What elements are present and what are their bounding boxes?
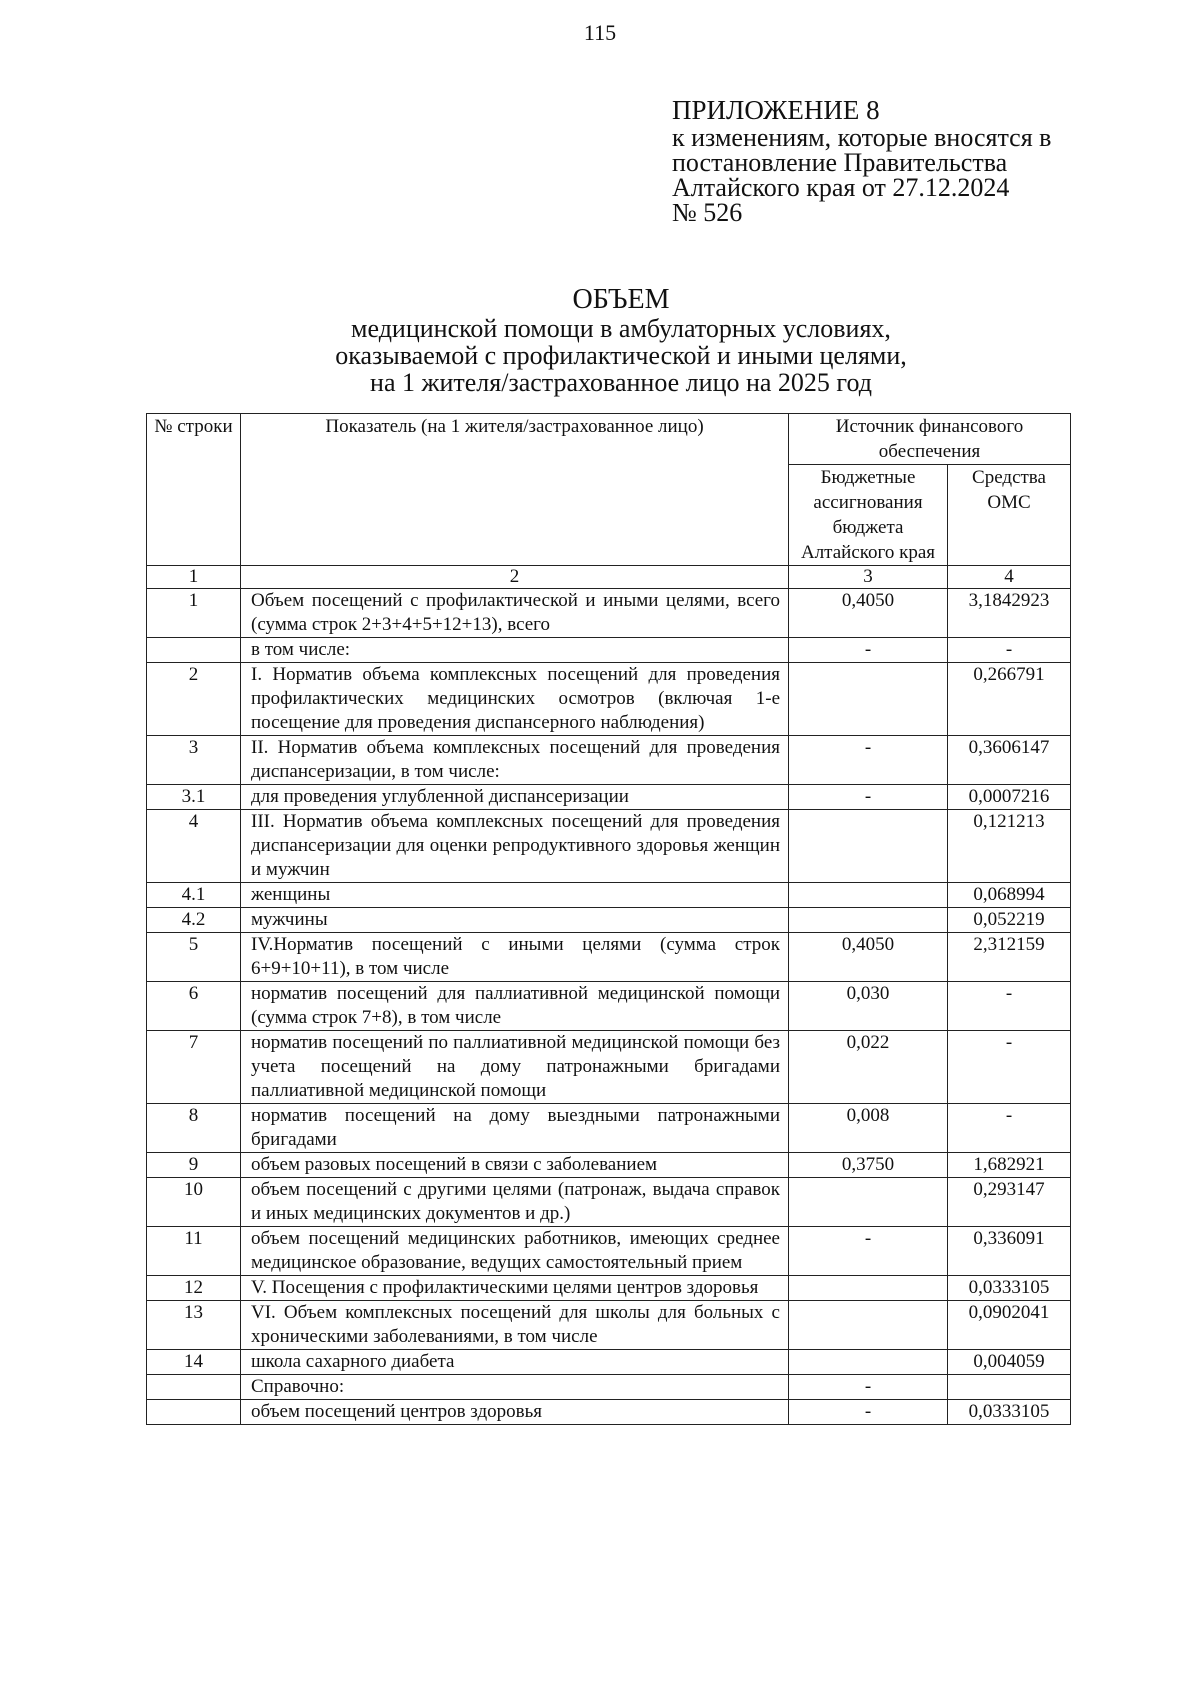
row-number-cell: 4.1 [147,883,241,908]
table-row [147,982,1071,1031]
oms-value-cell: - [948,982,1071,1031]
oms-value-cell: 0,266791 [948,663,1071,736]
table-row [147,1031,1071,1104]
oms-value-cell: 0,068994 [948,883,1071,908]
table-row [147,785,1071,810]
indicator-cell: II. Норматив объема комплексных посещений для проведения диспансеризации, в том числе: [241,736,789,785]
budget-value-cell [789,810,948,883]
oms-value-cell: - [948,1104,1071,1153]
document-title-block [0,285,1200,396]
indicator-cell: школа сахарного диабета [241,1350,789,1375]
oms-value-cell: - [948,1031,1071,1104]
oms-value-cell: 0,052219 [948,908,1071,933]
budget-value-cell [789,908,948,933]
header-budget: Бюджетные ассигнования бюджета Алтайского края [789,465,948,566]
indicator-cell: I. Норматив объема комплексных посещений для проведения профилактических медицинских осмотров (включая 1-е посещение для проведения диспансерного наблюдения) [241,663,789,736]
table-row [147,908,1071,933]
row-number-cell: 12 [147,1276,241,1301]
indicator-cell: объем посещений центров здоровья [241,1400,789,1425]
document-title: ОБЪЕМ [572,284,670,315]
row-number-cell: 7 [147,1031,241,1104]
document-subtitle-line: медицинской помощи в амбулаторных условиях, [351,314,891,343]
appendix-line: Алтайского края от 27.12.2024 [672,173,1010,202]
row-number-cell: 9 [147,1153,241,1178]
row-number-cell: 14 [147,1350,241,1375]
table-row [147,663,1071,736]
budget-value-cell: 0,008 [789,1104,948,1153]
appendix-line: постановление Правительства [672,148,1008,177]
row-number-cell: 4.2 [147,908,241,933]
table-header [147,414,1071,566]
column-numbers-row [147,566,1071,589]
header-indicator: Показатель (на 1 жителя/застрахованное лицо) [241,414,789,566]
column-number: 3 [789,566,948,589]
header-row-no: № строки [147,414,241,566]
row-number-cell: 3 [147,736,241,785]
budget-value-cell: - [789,638,948,663]
indicator-cell: IV.Норматив посещений с иными целями (сумма строк 6+9+10+11), в том числе [241,933,789,982]
row-number-cell [147,1375,241,1400]
oms-value-cell: 3,1842923 [948,589,1071,638]
budget-value-cell [789,1301,948,1350]
table-row [147,1375,1071,1400]
row-number-cell: 2 [147,663,241,736]
header-oms: Средства ОМС [948,465,1071,566]
budget-value-cell: - [789,1400,948,1425]
appendix-title: ПРИЛОЖЕНИЕ 8 [672,95,880,125]
budget-value-cell: 0,4050 [789,933,948,982]
oms-value-cell: 1,682921 [948,1153,1071,1178]
table-row [147,1350,1071,1375]
table-row [147,638,1071,663]
indicator-cell: III. Норматив объема комплексных посещений для проведения диспансеризации для оценки репродуктивного здоровья женщин и мужчин [241,810,789,883]
row-number-cell: 4 [147,810,241,883]
oms-value-cell: 0,004059 [948,1350,1071,1375]
indicator-cell: норматив посещений для паллиативной медицинской помощи (сумма строк 7+8), в том числе [241,982,789,1031]
budget-value-cell: - [789,736,948,785]
oms-value-cell: 0,0333105 [948,1400,1071,1425]
oms-value-cell: 0,0333105 [948,1276,1071,1301]
page-number: 115 [583,20,617,45]
oms-value-cell: 0,336091 [948,1227,1071,1276]
row-number-cell: 6 [147,982,241,1031]
budget-value-cell: 0,3750 [789,1153,948,1178]
budget-value-cell [789,1178,948,1227]
budget-value-cell: - [789,1227,948,1276]
column-number: 4 [948,566,1071,589]
oms-value-cell: 2,312159 [948,933,1071,982]
budget-value-cell: 0,022 [789,1031,948,1104]
oms-value-cell: 0,0007216 [948,785,1071,810]
table-row [147,883,1071,908]
budget-value-cell [789,663,948,736]
volume-table [146,413,1071,1425]
oms-value-cell: 0,0902041 [948,1301,1071,1350]
oms-value-cell: 0,293147 [948,1178,1071,1227]
budget-value-cell: - [789,1375,948,1400]
table-row [147,736,1071,785]
table-row [147,1153,1071,1178]
indicator-cell: V. Посещения с профилактическими целями центров здоровья [241,1276,789,1301]
row-number-cell: 10 [147,1178,241,1227]
oms-value-cell [948,1375,1071,1400]
table-row [147,1301,1071,1350]
budget-value-cell [789,1276,948,1301]
row-number-cell: 13 [147,1301,241,1350]
table-row [147,1104,1071,1153]
table-row [147,1227,1071,1276]
budget-value-cell [789,883,948,908]
appendix-line: к изменениям, которые вносятся в [672,123,1052,152]
indicator-cell: объем разовых посещений в связи с заболеванием [241,1153,789,1178]
table-row [147,1400,1071,1425]
row-number-cell: 5 [147,933,241,982]
budget-value-cell: 0,030 [789,982,948,1031]
row-number-cell [147,638,241,663]
table-row [147,810,1071,883]
table-row [147,1178,1071,1227]
table-row [147,589,1071,638]
indicator-cell: в том числе: [241,638,789,663]
appendix-line: № 526 [672,198,743,227]
indicator-cell: Объем посещений с профилактической и иными целями, всего (сумма строк 2+3+4+5+12+13), всего [241,589,789,638]
table-row [147,1276,1071,1301]
document-subtitle-line: оказываемой с профилактической и иными целями, [335,341,907,370]
indicator-cell: норматив посещений на дому выездными патронажными бригадами [241,1104,789,1153]
oms-value-cell: 0,3606147 [948,736,1071,785]
column-number: 1 [147,566,241,589]
indicator-cell: норматив посещений по паллиативной медицинской помощи без учета посещений на дому патронажными бригадами паллиативной медицинской помощи [241,1031,789,1104]
row-number-cell [147,1400,241,1425]
document-subtitle-line: на 1 жителя/застрахованное лицо на 2025 год [370,368,872,397]
indicator-cell: женщины [241,883,789,908]
budget-value-cell: - [789,785,948,810]
indicator-cell: объем посещений медицинских работников, имеющих среднее медицинское образование, ведущих самостоятельный прием [241,1227,789,1276]
oms-value-cell: 0,121213 [948,810,1071,883]
row-number-cell: 11 [147,1227,241,1276]
row-number-cell: 1 [147,589,241,638]
indicator-cell: Справочно: [241,1375,789,1400]
row-number-cell: 8 [147,1104,241,1153]
indicator-cell: объем посещений с другими целями (патронаж, выдача справок и иных медицинских документов и др.) [241,1178,789,1227]
indicator-cell: мужчины [241,908,789,933]
header-source: Источник финансового обеспечения [789,414,1071,465]
budget-value-cell: 0,4050 [789,589,948,638]
indicator-cell: VI. Объем комплексных посещений для школы для больных с хроническими заболеваниями, в том числе [241,1301,789,1350]
column-number: 2 [241,566,789,589]
table-body [147,566,1071,1425]
oms-value-cell: - [948,638,1071,663]
appendix-block [672,96,1112,225]
budget-value-cell [789,1350,948,1375]
indicator-cell: для проведения углубленной диспансеризации [241,785,789,810]
row-number-cell: 3.1 [147,785,241,810]
table-row [147,933,1071,982]
